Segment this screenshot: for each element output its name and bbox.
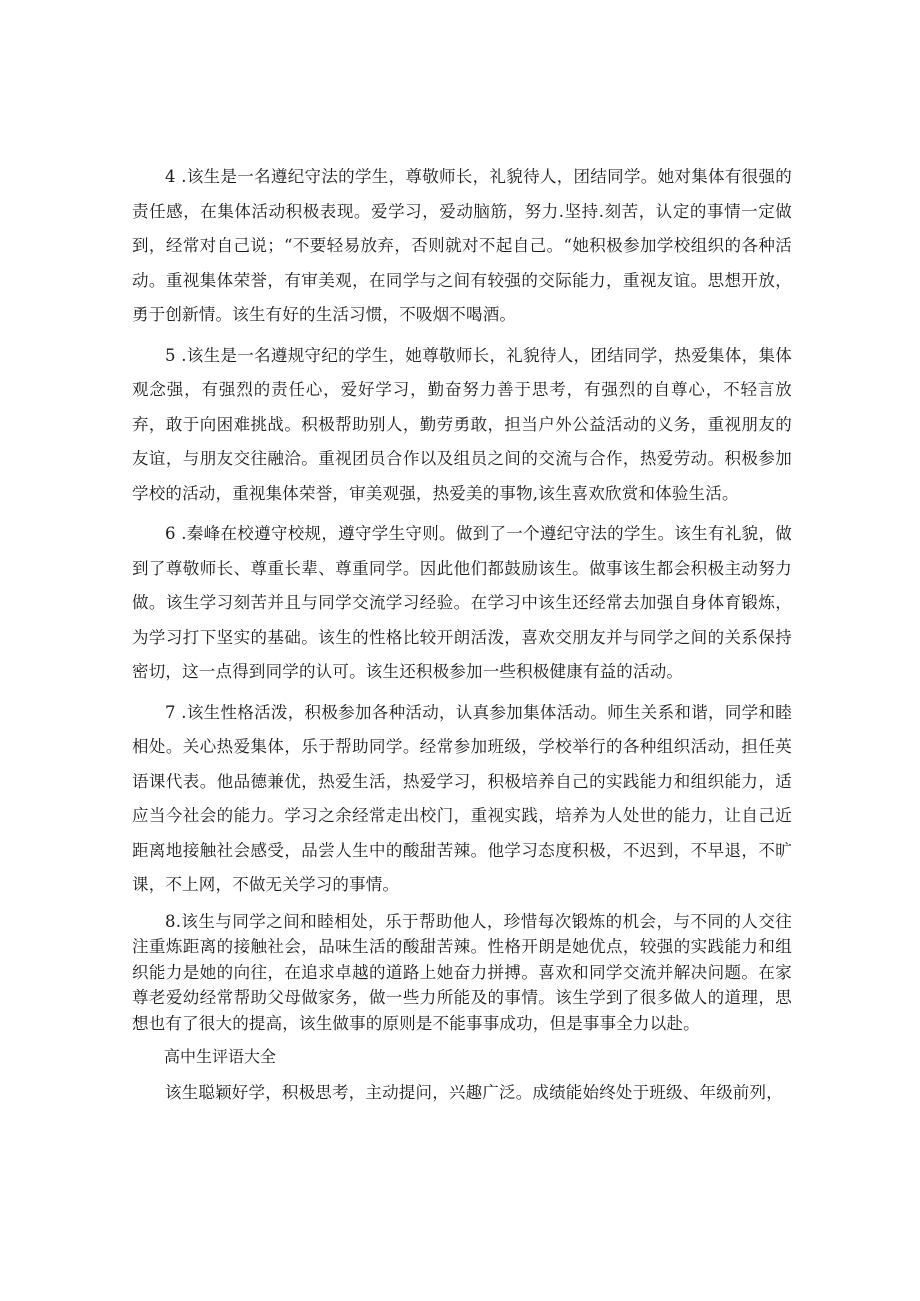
document-page bbox=[132, 160, 792, 1117]
paragraph-7: 7 .该生性格活泼，积极参加各种活动，认真参加集体活动。师生关系和谐，同学和睦相处。关心热爱集体，乐于帮助同学。经常参加班级，学校举行的各种组织活动，担任英语课代表。他品德兼优，热爱生活，热爱学习，积极培养自己的实践能力和组织能力，适应当今社会的能力。学习之余经常走出校门，重视实践，培养为人处世的能力，让自己近距离地接触社会感受，品尝人生中的酸甜苦辣。他学习态度积极，不迟到，不早退，不旷课，不上网，不做无关学习的事情。 bbox=[132, 702, 792, 894]
paragraph-4: 4 .该生是一名遵纪守法的学生，尊敬师长，礼貌待人，团结同学。她对集体有很强的责任感，在集体活动积极表现。爱学习，爱动脑筋，努力.坚持.刻苦，认定的事情一定做到，经常对自己说；“不要轻易放弃，否则就对不起自己。“她积极参加学校组织的各种活动。重视集体荣誉，有审美观，在同学与之间有较强的交际能力，重视友谊。思想开放，勇于创新情。该生有好的生活习惯，不吸烟不喝酒。 bbox=[132, 167, 792, 324]
paragraph-continued: 该生聪颖好学，积极思考，主动提问，兴趣广泛。成绩能始终处于班级、年级前列， bbox=[165, 1083, 783, 1102]
paragraph-8: 8.该生与同学之间和睦相处，乐于帮助他人，珍惜每次锻炼的机会，与不同的人交往注重炼距离的接触社会，品味生活的酸甜苦辣。性格开朗是她优点，较强的实践能力和组织能力是她的向往，在追求卓越的道路上她奋力拼搏。喜欢和同学交流并解决问题。在家尊老爱幼经常帮助父母做家务，做一些力所能及的事情。该生学到了很多做人的道理，思想也有了很大的提高，该生做事的原则是不能事事成功，但是事事全力以赴。 bbox=[132, 911, 792, 1033]
paragraph-5: 5 .该生是一名遵规守纪的学生，她尊敬师长，礼貌待人，团结同学，热爱集体，集体观念强，有强烈的责任心，爱好学习，勤奋努力善于思考，有强烈的自尊心，不轻言放弃，敢于向困难挑战。积极帮助别人，勤劳勇敢，担当户外公益活动的义务，重视朋友的友谊，与朋友交往融洽。重视团员合作以及组员之间的交流与合作，热爱劳动。积极参加学校的活动，重视集体荣誉，审美观强，热爱美的事物,该生喜欢欣赏和体验生活。 bbox=[132, 345, 792, 503]
section-heading: 高中生评语大全 bbox=[164, 1047, 277, 1066]
paragraph-6: 6 .秦峰在校遵守校规，遵守学生守则。做到了一个遵纪守法的学生。该生有礼貌，做到了尊敬师长、尊重长辈、尊重同学。因此他们都鼓励该生。做事该生都会积极主动努力做。该生学习刻苦并且与同学交流学习经验。在学习中该生还经常去加强自身体育锻炼，为学习打下坚实的基础。该生的性格比较开朗活泼，喜欢交朋友并与同学之间的关系保持密切，这一点得到同学的认可。该生还积极参加一些积极健康有益的活动。 bbox=[132, 524, 792, 681]
